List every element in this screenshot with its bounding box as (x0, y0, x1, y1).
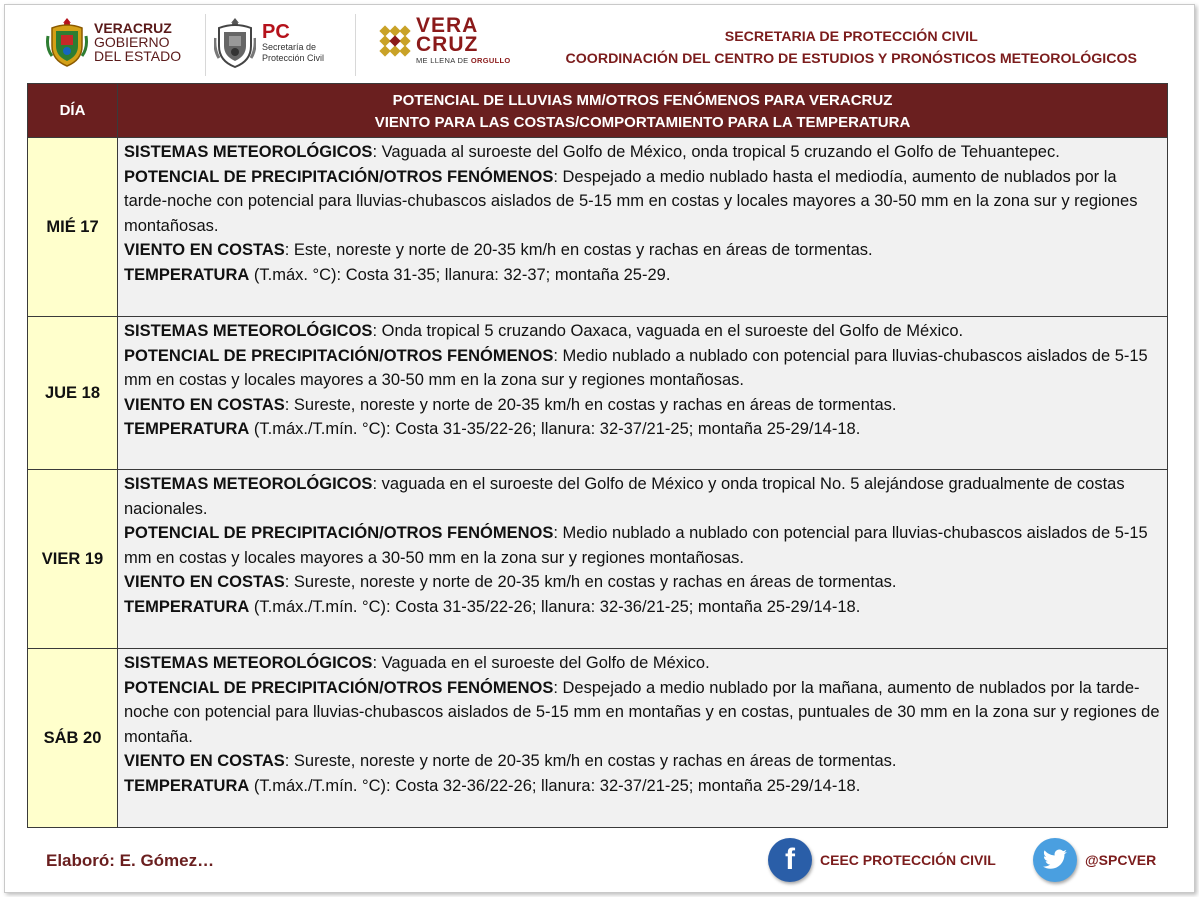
systems-line (124, 140, 1161, 165)
systems-text: : Onda tropical 5 cruzando Oaxaca, vaguada en el suroeste del Golfo de México. (372, 322, 964, 340)
precip-label: POTENCIAL DE PRECIPITACIÓN/OTROS FENÓMENOS (124, 167, 554, 186)
wind-line (124, 749, 1161, 774)
table-row (28, 649, 1168, 828)
column-header-day: DÍA (28, 84, 118, 138)
page-header (0, 0, 1199, 82)
facebook-icon[interactable]: f (768, 838, 812, 882)
gov-line-3: DEL ESTADO (94, 48, 182, 64)
brand-slogan-emph: ORGULLO (470, 56, 511, 65)
systems-line (124, 472, 1161, 521)
author-credit: Elaboró: E. Gómez… (46, 851, 215, 870)
precip-text: : Medio nublado a nublado con potencial para lluvias-chubascos aislados de 5-15 mm en costas y locales mayores a 30-50 mm en la zona sur y regiones montañosas. (124, 524, 1148, 567)
systems-text: : vaguada en el suroeste del Golfo de México y onda tropical No. 5 alejándose gradualmente de costas nacionales. (124, 475, 1125, 518)
wind-label: VIENTO EN COSTAS (124, 752, 285, 770)
gov-line-2: GOBIERNO (94, 34, 170, 50)
temp-label: TEMPERATURA (124, 420, 250, 438)
table-row (28, 138, 1168, 317)
wind-label: VIENTO EN COSTAS (124, 573, 285, 591)
table-row (28, 317, 1168, 470)
precip-text: : Despejado a medio nublado hasta el mediodía, aumento de nublados por la tarde-noche con potencial para lluvias-chubascos aislados de 5-15 mm en costas y locales mayores a 30-50 mm en la zona sur y regiones montañosas. (124, 167, 1138, 235)
wind-label: VIENTO EN COSTAS (124, 241, 285, 259)
forecast-cell (118, 138, 1168, 317)
temp-text: (T.máx./T.mín. °C): Costa 31-35/22-26; llanura: 32-36/21-25; montaña 25-29/14-18. (249, 597, 861, 616)
wind-text: : Este, noreste y norte de 20-35 km/h en costas y rachas en áreas de tormentas. (284, 241, 873, 259)
title-line-2: COORDINACIÓN DEL CENTRO DE ESTUDIOS Y PRONÓSTICOS METEOROLÓGICOS (565, 51, 1137, 67)
twitter-link[interactable] (1033, 838, 1156, 882)
systems-line (124, 319, 1161, 344)
precip-line (124, 344, 1161, 393)
systems-label: SISTEMAS METEOROLÓGICOS (124, 654, 373, 672)
temp-line (124, 263, 1161, 288)
table-header-row (28, 84, 1168, 138)
temp-line (124, 774, 1161, 799)
title-line-1: SECRETARIA DE PROTECCIÓN CIVIL (724, 29, 978, 45)
gov-line-1: VERACRUZ (94, 20, 172, 36)
knot-pattern-icon (378, 24, 412, 58)
systems-line (124, 651, 1161, 676)
forecast-cell (118, 649, 1168, 828)
pc-line-2: Protección Civil (262, 53, 325, 63)
brand-slogan (416, 56, 510, 65)
temp-text: (T.máx./T.mín. °C): Costa 32-36/22-26; llanura: 32-37/21-25; montaña 25-29/14-18. (249, 776, 861, 795)
brand-line-2: CRUZ (416, 33, 479, 56)
wind-label: VIENTO EN COSTAS (124, 395, 285, 414)
twitter-label[interactable]: @SPCVER (1085, 852, 1157, 868)
twitter-bird-glyph (1042, 849, 1068, 871)
wind-line (124, 570, 1161, 595)
precip-label: POTENCIAL DE PRECIPITACIÓN/OTROS FENÓMENOS (124, 678, 554, 697)
column-header-line-1: POTENCIAL DE LLUVIAS MM/OTROS FENÓMENOS PARA VERACRUZ (392, 91, 893, 109)
temp-text: (T.máx./T.mín. °C): Costa 31-35/22-26; llanura: 32-37/21-25; montaña 25-29/14-18. (249, 420, 861, 438)
brand-slogan-prefix: ME LLENA DE (416, 56, 471, 65)
precip-text: : Medio nublado a nublado con potencial para lluvias-chubascos aislados de 5-15 mm en costas y locales mayores a 30-50 mm en la zona sur y regiones montañosas. (124, 346, 1148, 389)
wind-line (124, 393, 1161, 418)
systems-label: SISTEMAS METEOROLÓGICOS (124, 143, 373, 161)
table-row (28, 470, 1168, 649)
facebook-link[interactable] (768, 838, 996, 882)
logo-proteccion-civil (214, 16, 324, 70)
forecast-cell (118, 317, 1168, 470)
wind-text: : Sureste, noreste y norte de 20-35 km/h en costas y rachas en áreas de tormentas. (284, 395, 897, 414)
page-title (566, 26, 1138, 70)
day-cell: SÁB 20 (28, 649, 118, 828)
precip-label: POTENCIAL DE PRECIPITACIÓN/OTROS FENÓMENOS (124, 346, 554, 365)
twitter-icon[interactable] (1033, 838, 1077, 882)
systems-text: : Vaguada en el suroeste del Golfo de México. (372, 654, 710, 672)
coat-of-arms-icon (46, 16, 88, 68)
pc-shield-icon (214, 16, 256, 70)
temp-label: TEMPERATURA (124, 597, 250, 616)
precip-text: : Despejado a medio nublado por la mañana, aumento de nublados por la tarde-noche con potencial para lluvias-chubascos aislados de 5-15 mm en montañas y en costas, puntuales de 30 mm en la zona sur y regiones de montaña. (124, 678, 1160, 746)
temp-line (124, 595, 1161, 620)
day-cell: JUE 18 (28, 317, 118, 470)
logo-veracruz-orgullo (378, 16, 510, 65)
systems-text: : Vaguada al suroeste del Golfo de México, onda tropical 5 cruzando el Golfo de Tehuantepec. (372, 143, 1060, 161)
forecast-cell (118, 470, 1168, 649)
header-divider (205, 14, 206, 76)
temp-text: (T.máx. °C): Costa 31-35; llanura: 32-37; montaña 25-29. (249, 265, 671, 284)
systems-label: SISTEMAS METEOROLÓGICOS (124, 475, 373, 493)
brand-line-1: VERA (416, 14, 479, 37)
temp-line (124, 417, 1161, 442)
pc-abbr: PC (262, 21, 290, 43)
precip-line (124, 521, 1161, 570)
systems-label: SISTEMAS METEOROLÓGICOS (124, 322, 373, 340)
logo-veracruz-gobierno (46, 16, 181, 68)
day-cell: MIÉ 17 (28, 138, 118, 317)
temp-label: TEMPERATURA (124, 265, 250, 284)
day-cell: VIER 19 (28, 470, 118, 649)
header-divider (355, 14, 356, 76)
temp-label: TEMPERATURA (124, 776, 250, 795)
wind-text: : Sureste, noreste y norte de 20-35 km/h en costas y rachas en áreas de tormentas. (284, 573, 897, 591)
precip-line (124, 165, 1161, 239)
column-header-forecast (118, 84, 1168, 138)
precip-label: POTENCIAL DE PRECIPITACIÓN/OTROS FENÓMENOS (124, 524, 554, 542)
pc-line-1: Secretaría de (262, 42, 317, 52)
precip-line (124, 676, 1161, 750)
column-header-line-2: VIENTO PARA LAS COSTAS/COMPORTAMIENTO PARA LA TEMPERATURA (374, 113, 911, 131)
facebook-label[interactable]: CEEC PROTECCIÓN CIVIL (820, 852, 996, 868)
forecast-table (27, 83, 1168, 828)
wind-text: : Sureste, noreste y norte de 20-35 km/h en costas y rachas en áreas de tormentas. (284, 752, 897, 770)
wind-line (124, 238, 1161, 263)
